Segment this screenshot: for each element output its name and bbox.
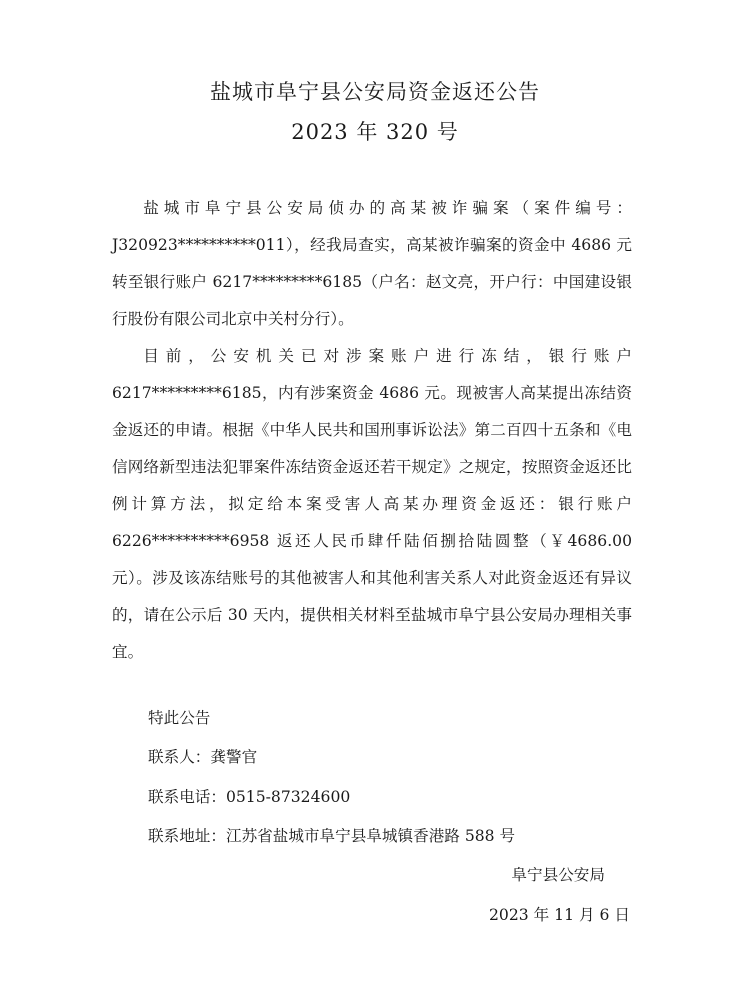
special-notice: 特此公告 [148, 709, 211, 727]
notice-title: 盐城市阜宁县公安局资金返还公告 [210, 80, 540, 104]
notice-body [112, 190, 632, 671]
contact-address: 联系地址：江苏省盐城市阜宁县阜城镇香港路 588 号 [148, 827, 516, 845]
contact-person: 联系人：龚警官 [148, 748, 258, 766]
notice-number: 2023 年 320 号 [291, 120, 459, 144]
contact-phone: 联系电话：0515-87324600 [148, 788, 351, 806]
signature-org: 阜宁县公安局 [511, 866, 605, 884]
paragraph-case-details: 盐城市阜宁县公安局侦办的高某被诈骗案（案件编号：J320923**********011），经我局查实，高某被诈骗案的资金中 4686 元转至银行账户 6217*********6185（户名：赵文亮，开户行：中国建设银行股份有限公司北京中关村分行）。 [112, 199, 632, 328]
paragraph-refund-details: 目前，公安机关已对涉案账户进行冻结，银行账户 6217*********6185，内有涉案资金 4686 元。现被害人高某提出冻结资金返还的申请。根据《中华人民共和国刑事诉讼法》第二百四十五条和《电信网络新型违法犯罪案件冻结资金返还若干规定》之规定，按照资金返还比例计算方法，拟定给本案受害人高某办理资金返还：银行账户 6226**********6958 返还人民币肆仟陆佰捌拾陆圆整（￥4686.00 元）。涉及该冻结账号的其他被害人和其他利害关系人对此资金返还有异议的，请在公示后 30 天内，提供相关材料至盐城市阜宁县公安局办理相关事宜。 [112, 347, 632, 661]
signature-date: 2023 年 11 月 6 日 [488, 906, 630, 924]
